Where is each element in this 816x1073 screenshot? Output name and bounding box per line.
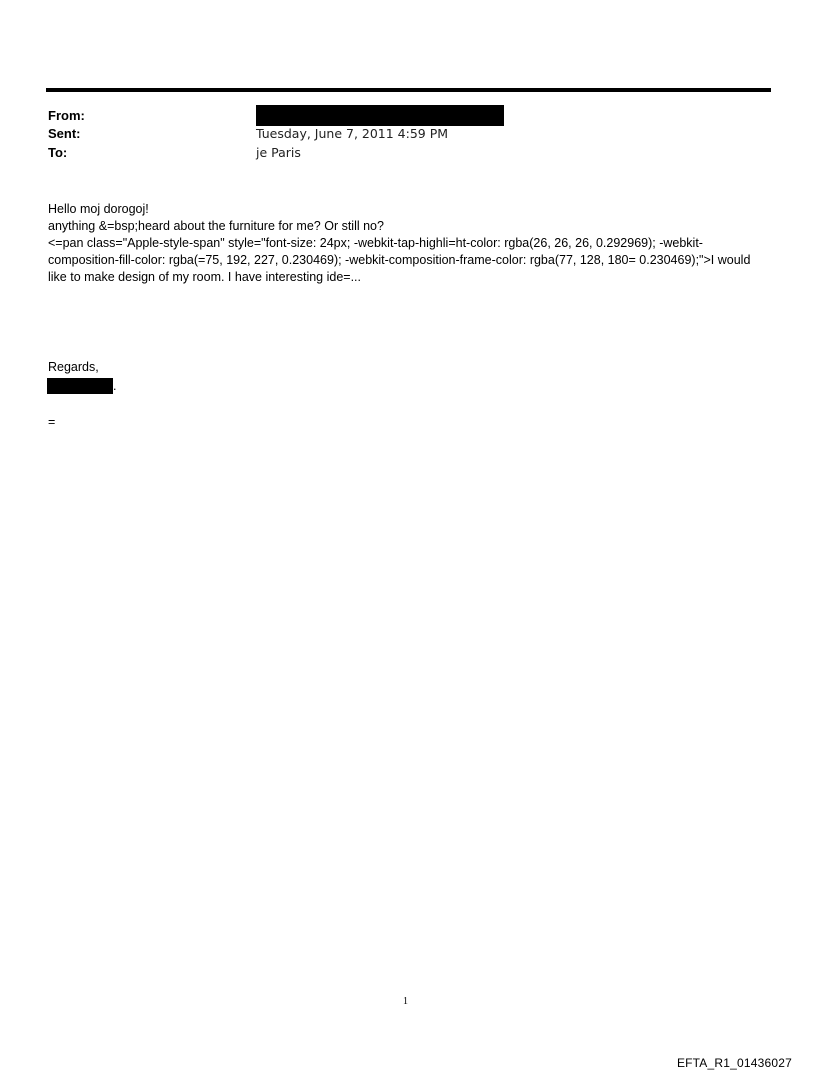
to-value: je Paris (256, 145, 301, 160)
page-number: 1 (403, 996, 408, 1007)
body-line-question: anything &=bsp;heard about the furniture for me? Or still no? (48, 219, 384, 233)
to-label: To: (48, 145, 68, 160)
closing: Regards, (48, 360, 99, 374)
message-body (48, 201, 763, 286)
trailer-char: = (48, 415, 56, 429)
body-line-html-fragment: <=pan class="Apple-style-span" style="font-size: 24px; -webkit-tap-highli=ht-color: rgba(26, 26, 26, 0.292969); -webkit-composition-fill-color: rgba(=75, 192, 227, 0.230469); -webkit-composition-frame-color: rgba(77, 128, 180= 0.230469);">I would like to make design of my room. I have interesting ide=... (48, 236, 751, 284)
document-id: EFTA_R1_01436027 (676, 1056, 792, 1070)
sent-label: Sent: (48, 126, 81, 141)
sent-value: Tuesday, June 7, 2011 4:59 PM (256, 126, 449, 141)
signature-suffix: . (113, 379, 117, 393)
from-label: From: (48, 108, 85, 123)
body-line-greeting: Hello moj dorogoj! (48, 202, 149, 216)
header-rule (46, 88, 771, 92)
signature-redaction (47, 378, 113, 394)
from-redaction (256, 105, 504, 126)
